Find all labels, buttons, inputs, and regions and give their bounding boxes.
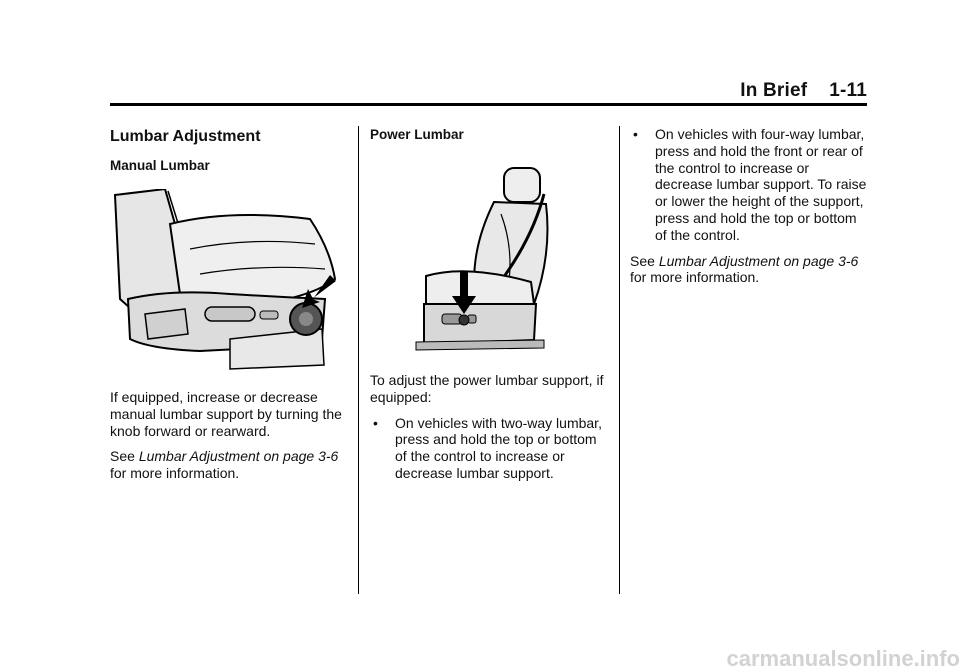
bullet-glyph: • [373,414,378,431]
power-lumbar-heading: Power Lumbar [370,127,464,142]
manual-lumbar-heading: Manual Lumbar [110,158,210,173]
section-title: In Brief [740,80,808,101]
bullet-glyph: • [633,126,638,142]
power-lumbar-illustration [406,164,610,352]
column-divider [358,126,359,594]
power-seat-illustration [406,164,556,352]
column-four-way [630,126,870,286]
bullet-item [370,415,610,482]
header-title [740,80,867,102]
see-reference [110,448,350,482]
watermark: carmanualsonline.info [726,646,960,671]
manual-lumbar-text: If equipped, increase or decrease manual lumbar support by turning the knob forward or rearward. [110,389,342,439]
bullet-text: On vehicles with four-way lumbar, press and hold the front or rear of the control to increase or decrease lumbar support. To raise or lower the height of the support, press and hold the top or bottom of the control. [655,126,867,243]
power-lumbar-intro: To adjust the power lumbar support, if equipped: [370,372,604,405]
manual-lumbar-illustration [110,189,350,375]
see-suffix: for more information. [110,465,240,482]
lumbar-adjustment-link[interactable]: Lumbar Adjustment on page 3-6 [138,448,339,465]
bullet-text: On vehicles with two-way lumbar, press and hold the top or bottom of the control to increase or decrease lumbar support. [395,414,602,481]
lumbar-adjustment-link[interactable]: Lumbar Adjustment on page 3-6 [658,252,859,269]
page-number: 1-11 [829,80,867,101]
see-prefix: See [630,252,659,269]
column-manual-lumbar [110,126,350,482]
column-power-lumbar [370,126,610,482]
section-heading: Lumbar Adjustment [110,128,261,145]
see-suffix: for more information. [630,269,760,286]
seat-knob-illustration [110,189,340,375]
bullet-item [630,126,870,244]
header-rule [110,103,867,106]
see-reference [630,253,870,287]
see-prefix: See [110,448,139,465]
column-divider [619,126,620,594]
